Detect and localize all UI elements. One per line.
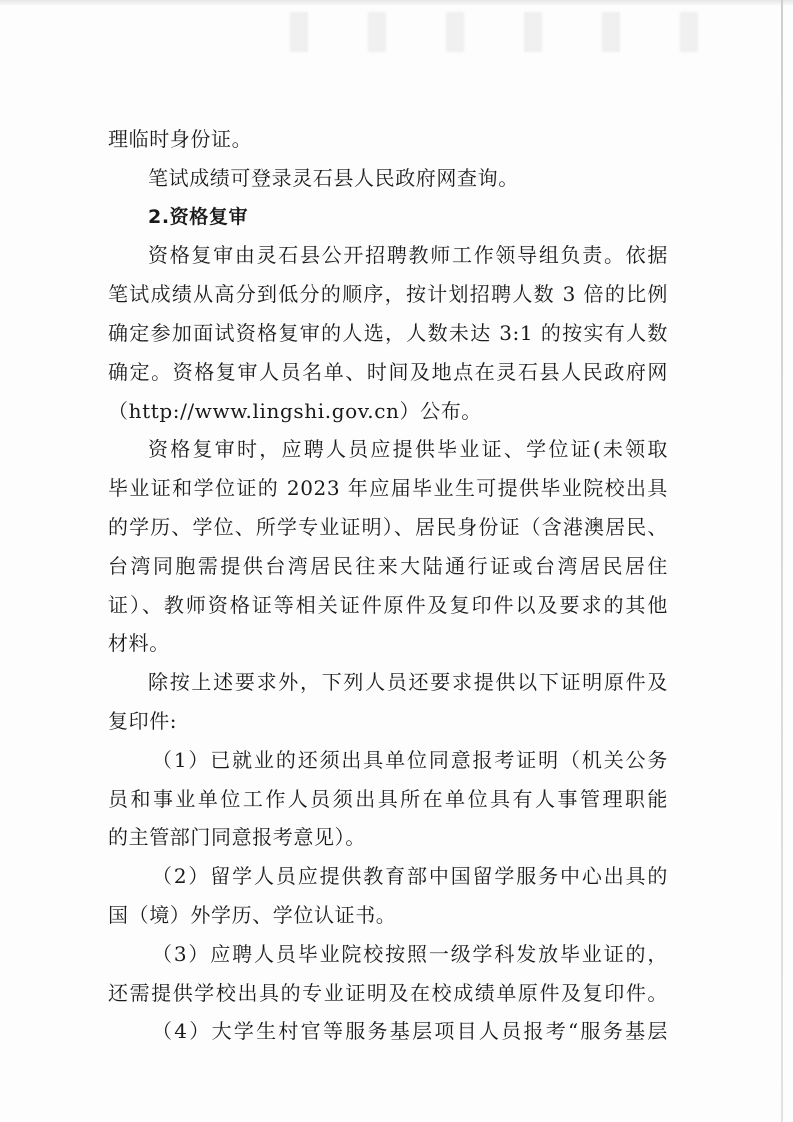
- text-line: 毕业证和学位证的 2023 年应届毕业生可提供毕业院校出具: [108, 476, 668, 501]
- text-line: 确定参加面试资格复审的人选，人数未达 3:1 的按实有人数: [108, 320, 668, 345]
- text-line: 确定。资格复审人员名单、时间及地点在灵石县人民政府网: [108, 359, 668, 384]
- document-body: [108, 120, 668, 1051]
- section-heading: 2.资格复审: [148, 205, 249, 228]
- text-line: 证）、教师资格证等相关证件原件及复印件以及要求的其他: [108, 592, 668, 617]
- list-item-line: （2）留学人员应提供教育部中国留学服务中心出具的: [152, 864, 668, 889]
- text-line: 的学历、学位、所学专业证明）、居民身份证（含港澳居民、: [108, 514, 668, 539]
- scan-edge-top: [0, 0, 793, 6]
- text-line: 还需提供学校出具的专业证明及在校成绩单原件及复印件。: [108, 980, 668, 1005]
- text-line: 国（境）外学历、学位认证书。: [108, 902, 397, 927]
- text-line: 除按上述要求外，下列人员还要求提供以下证明原件及: [148, 670, 668, 695]
- text-line: 笔试成绩从高分到低分的顺序，按计划招聘人数 3 倍的比例: [108, 282, 668, 307]
- list-item-line: （4）大学生村官等服务基层项目人员报考“服务基层: [152, 1019, 668, 1044]
- text-line: 理临时身份证。: [108, 127, 253, 151]
- scan-edge-right: [781, 0, 783, 1122]
- text-line: 复印件:: [108, 708, 178, 733]
- text-line: （http://www.lingshi.gov.cn）公布。: [108, 398, 482, 423]
- text-line: 资格复审由灵石县公开招聘教师工作领导组负责。依据: [148, 243, 668, 268]
- list-item-line: （1）已就业的还须出具单位同意报考证明（机关公务: [152, 747, 668, 772]
- text-line: 材料。: [108, 631, 170, 656]
- text-line: 的主管部门同意报考意见）。: [108, 825, 366, 850]
- text-line: 笔试成绩可登录灵石县人民政府网查询。: [148, 165, 519, 190]
- text-line: 台湾同胞需提供台湾居民往来大陆通行证或台湾居民居住: [108, 553, 668, 578]
- scan-bleed-through: [230, 12, 710, 52]
- text-line: 资格复审时，应聘人员应提供毕业证、学位证(未领取: [148, 437, 668, 462]
- list-item-line: （3）应聘人员毕业院校按照一级学科发放毕业证的，: [152, 941, 668, 966]
- text-line: 员和事业单位工作人员须出具所在单位具有人事管理职能: [108, 786, 668, 811]
